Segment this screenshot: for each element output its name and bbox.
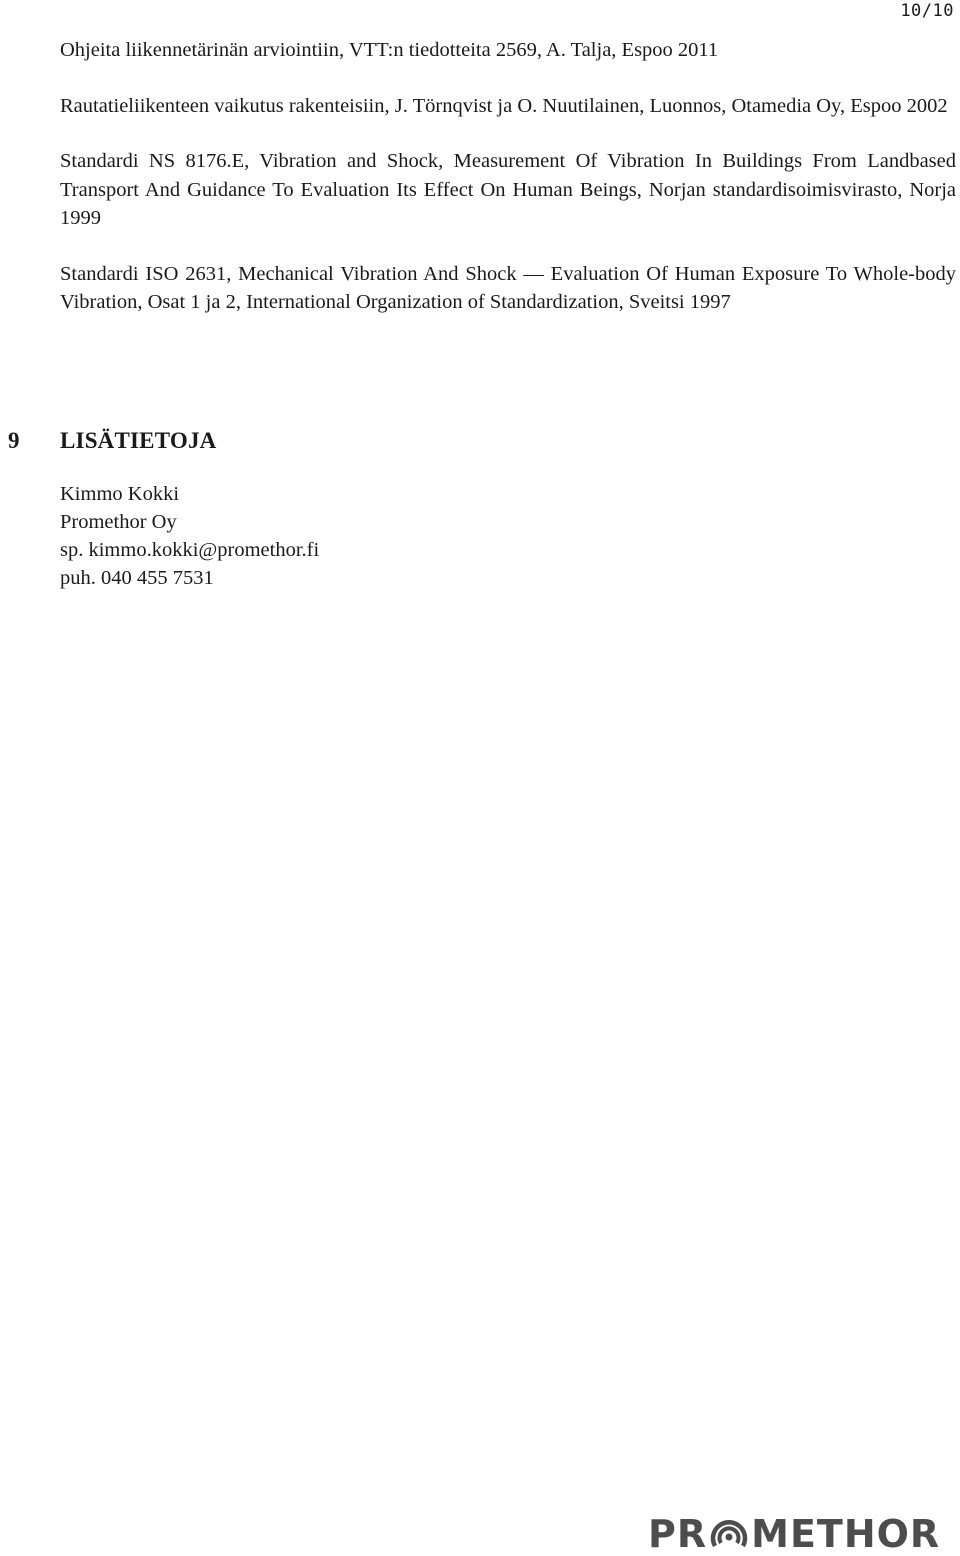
section-title: LISÄTIETOJA xyxy=(60,428,217,453)
page-number: 10/10 xyxy=(900,1,954,21)
contact-email: sp. kimmo.kokki@promethor.fi xyxy=(60,539,320,561)
contact-name: Kimmo Kokki xyxy=(60,483,180,505)
contact-phone: puh. 040 455 7531 xyxy=(60,567,214,589)
contact-block xyxy=(60,480,319,592)
reference-item: Standardi NS 8176.E, Vibration and Shock, Measurement Of Vibration In Buildings From Landbased Transport And Guidance To Evaluation Its Effect On Human Beings, Norjan standardisoimisvirasto, Norja 1999 xyxy=(60,150,956,229)
reference-item: Ohjeita liikennetärinän arviointiin, VTT:n tiedotteita 2569, A. Talja, Espoo 2011 xyxy=(60,39,719,61)
promethor-logo xyxy=(648,1512,940,1556)
reference-item: Standardi ISO 2631, Mechanical Vibration And Shock — Evaluation Of Human Exposure To Whole-body Vibration, Osat 1 ja 2, International Organization of Standardization, Sveitsi 1997 xyxy=(60,262,956,313)
reference-item: Rautatieliikenteen vaikutus rakenteisiin, J. Törnqvist ja O. Nuutilainen, Luonnos, Otamedia Oy, Espoo 2002 xyxy=(60,94,948,117)
logo-text-left: PR xyxy=(648,1512,708,1556)
logo-text-right: METHOR xyxy=(751,1512,941,1556)
contact-company: Promethor Oy xyxy=(60,511,177,533)
signal-o-icon xyxy=(709,1516,749,1552)
reference-list xyxy=(60,36,956,317)
section-number: 9 xyxy=(8,428,20,453)
